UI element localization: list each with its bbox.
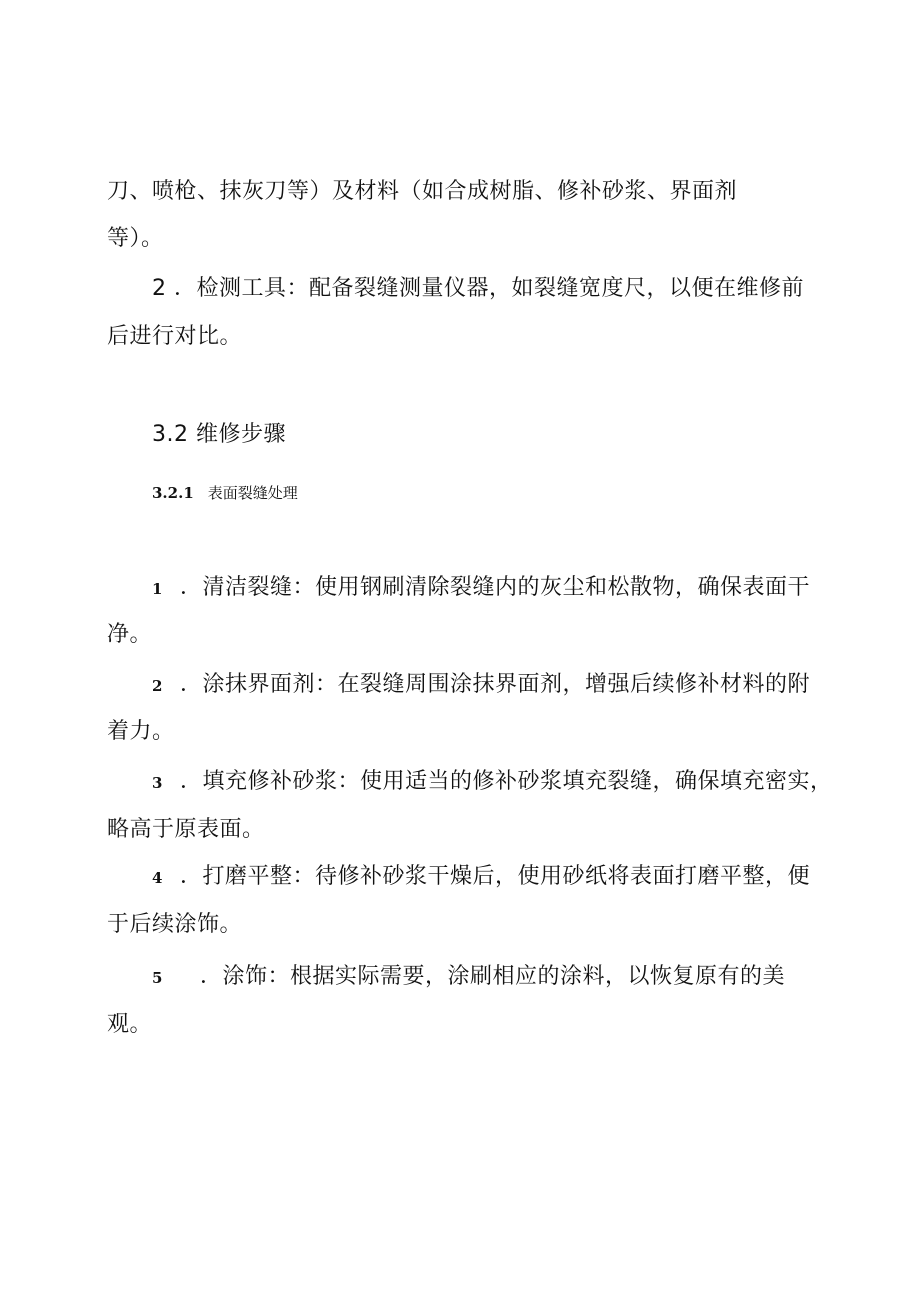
tool-item-2-text: ．检测工具：配备裂缝测量仪器，如裂缝宽度尺，以便在维修前 — [174, 276, 805, 301]
subsection-title: 表面裂缝处理 — [207, 484, 298, 502]
step-5-text: ．涂饰：根据实际需要，涂刷相应的涂料，以恢复原有的美 — [200, 964, 786, 989]
tool-item-2-number: 2 — [152, 276, 167, 301]
subsection-number: 3.2.1 — [152, 484, 194, 502]
step-3-text: ．填充修补砂浆：使用适当的修补砂浆填充裂缝，确保填充密实， — [180, 769, 833, 794]
subsection-heading — [152, 482, 298, 504]
step-3-line-2: 略高于原表面。 — [107, 817, 265, 842]
step-2-number: 2 — [152, 677, 163, 695]
step-2-line-1 — [152, 670, 810, 701]
step-2-line-2: 着力。 — [107, 719, 175, 744]
step-5-line-1 — [152, 962, 785, 993]
step-4-line-1 — [152, 862, 810, 893]
tool-item-2-line-2: 后进行对比。 — [107, 324, 243, 349]
intro-line-2: 等）。 — [107, 226, 164, 251]
step-1-line-1 — [152, 573, 810, 604]
step-4-number: 4 — [152, 869, 163, 887]
step-3-line-1 — [152, 767, 833, 798]
step-1-line-2: 净。 — [107, 622, 153, 647]
section-heading: 3.2 维修步骤 — [152, 422, 286, 447]
step-1-number: 1 — [152, 580, 163, 598]
tool-item-2-line-1 — [152, 274, 804, 304]
step-1-text: ．清洁裂缝：使用钢刷清除裂缝内的灰尘和松散物，确保表面干 — [180, 575, 811, 600]
intro-line-1: 刀、喷枪、抹灰刀等）及材料（如合成树脂、修补砂浆、界面剂 — [107, 179, 738, 204]
step-4-line-2: 于后续涂饰。 — [107, 912, 243, 937]
step-5-line-2: 观。 — [107, 1012, 153, 1037]
step-4-text: ．打磨平整：待修补砂浆干燥后，使用砂纸将表面打磨平整，便 — [180, 864, 811, 889]
step-5-number: 5 — [152, 969, 163, 987]
step-3-number: 3 — [152, 774, 163, 792]
step-2-text: ．涂抹界面剂：在裂缝周围涂抹界面剂，增强后续修补材料的附 — [180, 672, 811, 697]
